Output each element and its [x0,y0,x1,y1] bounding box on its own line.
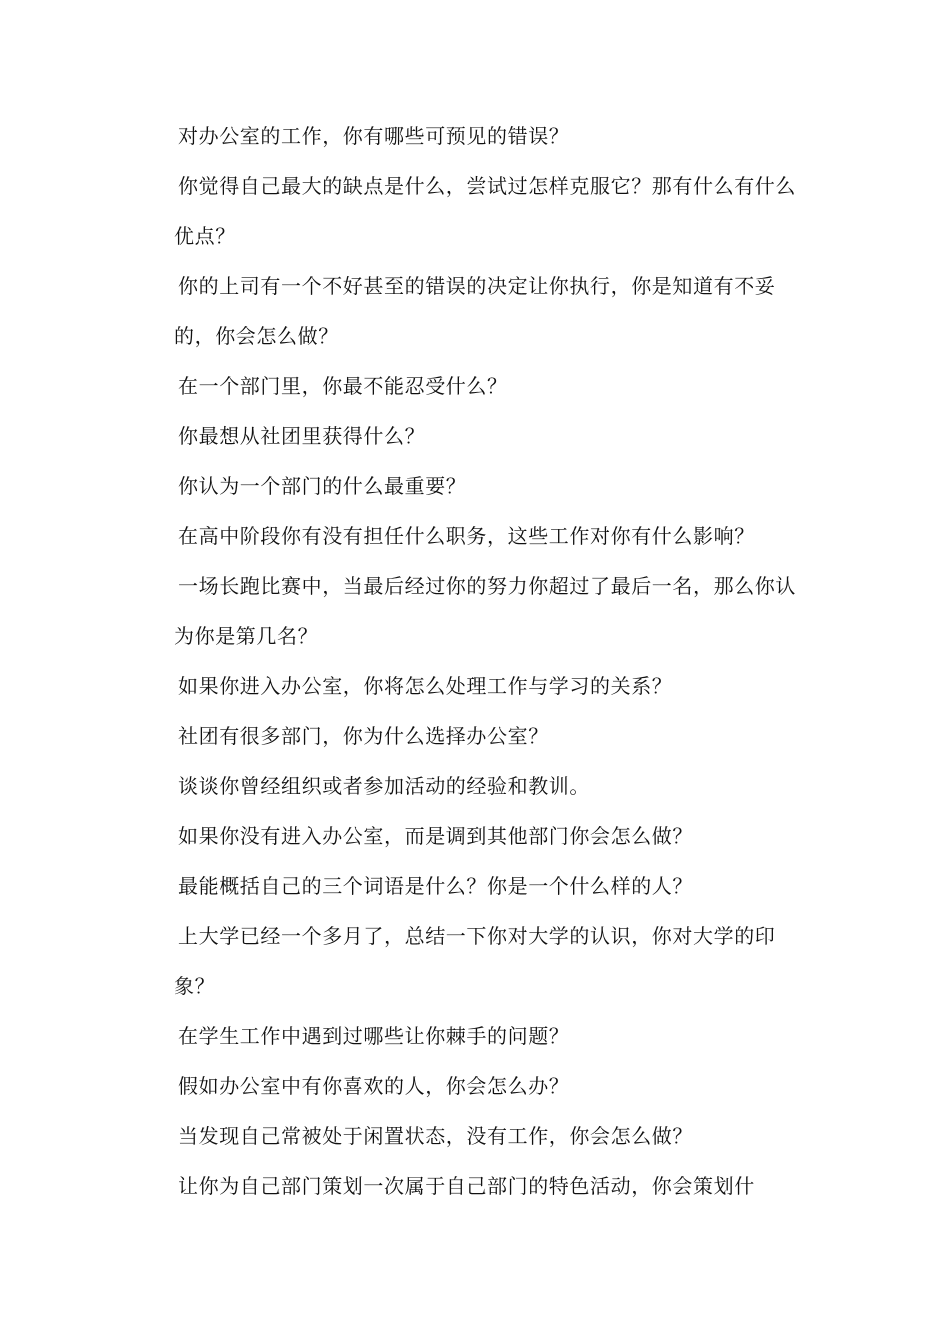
question-2: 你觉得自己最大的缺点是什么，尝试过怎样克服它？那有什么有什么优点？ [174,174,796,248]
question-9: 如果你进入办公室，你将怎么处理工作与学习的关系？ [178,674,673,698]
question-18: 让你为自己部门策划一次属于自己部门的特色活动，你会策划什 [178,1174,755,1198]
question-15: 在学生工作中遇到过哪些让你棘手的问题？ [178,1024,570,1048]
question-17: 当发现自己常被处于闲置状态，没有工作，你会怎么做？ [178,1124,693,1148]
question-8: 一场长跑比赛中，当最后经过你的努力你超过了最后一名，那么你认为你是第几名？ [174,574,796,648]
question-4: 在一个部门里，你最不能忍受什么？ [178,374,508,398]
question-10: 社团有很多部门，你为什么选择办公室？ [178,724,549,748]
question-13: 最能概括自己的三个词语是什么？你是一个什么样的人？ [178,874,693,898]
question-6: 你认为一个部门的什么最重要？ [178,474,467,498]
question-11: 谈谈你曾经组织或者参加活动的经验和教训。 [178,774,590,798]
document-body [174,111,814,1211]
question-16: 假如办公室中有你喜欢的人，你会怎么办？ [178,1074,570,1098]
question-7: 在高中阶段你有没有担任什么职务，这些工作对你有什么影响？ [178,524,755,548]
question-14: 上大学已经一个多月了，总结一下你对大学的认识，你对大学的印象？ [174,924,776,998]
question-5: 你最想从社团里获得什么？ [178,424,426,448]
question-3: 你的上司有一个不好甚至的错误的决定让你执行，你是知道有不妥的，你会怎么做？ [174,274,776,348]
question-1: 对办公室的工作，你有哪些可预见的错误？ [178,124,570,148]
question-12: 如果你没有进入办公室，而是调到其他部门你会怎么做？ [178,824,693,848]
